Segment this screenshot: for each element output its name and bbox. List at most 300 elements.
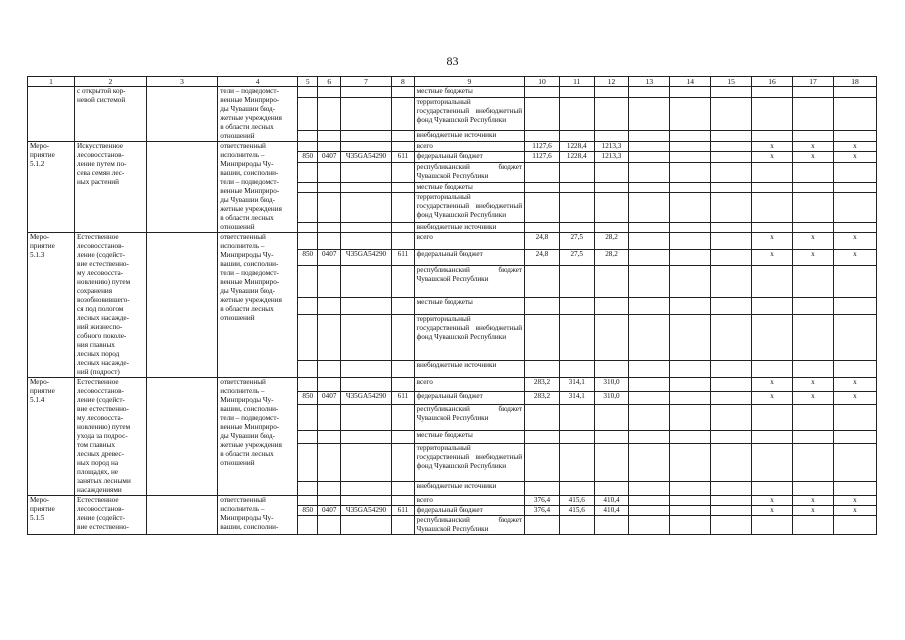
target-code-cell: Ч35GA54290: [340, 152, 391, 162]
grbs-code-cell: [298, 430, 318, 444]
section-code-cell: 0407: [318, 391, 341, 405]
grbs-code-cell: [298, 233, 318, 250]
column-number-9: 9: [414, 77, 524, 87]
value-cell: [670, 130, 711, 141]
value-cell: [670, 142, 711, 152]
value-2020-cell: [559, 222, 594, 233]
expense-type-cell: [392, 496, 415, 506]
expense-type-cell: [392, 222, 415, 233]
value-2021-cell: [594, 162, 629, 182]
target-code-cell: [340, 182, 391, 192]
x-mark-cell: [752, 297, 793, 314]
table-row: [28, 378, 877, 392]
value-cell: [670, 444, 711, 482]
value-2019-cell: [525, 314, 560, 361]
target-code-cell: [340, 222, 391, 233]
column-number-17: 17: [793, 77, 834, 87]
value-2021-cell: [594, 193, 629, 222]
grbs-code-cell: [298, 222, 318, 233]
funding-source-cell: всего: [414, 378, 524, 392]
grbs-code-cell: 850: [298, 249, 318, 266]
target-code-cell: [340, 162, 391, 182]
value-cell: [670, 162, 711, 182]
measure-label-cell: Меро- приятие 5.1.2: [28, 142, 75, 233]
x-mark-cell: [793, 444, 834, 482]
funding-source-cell: территориальный государственный внебюджетный фонд Чувашской Республики: [414, 193, 524, 222]
section-code-cell: [318, 297, 341, 314]
section-code-cell: 0407: [318, 249, 341, 266]
value-cell: [711, 222, 752, 233]
value-cell: [711, 496, 752, 506]
column-number-12: 12: [594, 77, 629, 87]
value-2019-cell: 283,2: [525, 391, 560, 405]
funding-source-cell: федеральный бюджет: [414, 249, 524, 266]
value-2020-cell: [559, 516, 594, 535]
value-cell: [670, 378, 711, 392]
target-code-cell: [340, 297, 391, 314]
target-code-cell: [340, 193, 391, 222]
value-cell: [711, 162, 752, 182]
value-cell: [670, 506, 711, 516]
value-cell: [752, 87, 793, 98]
code-cell: [392, 87, 415, 98]
x-mark-cell: x: [752, 506, 793, 516]
section-code-cell: [318, 444, 341, 482]
funding-source-cell: федеральный бюджет: [414, 152, 524, 162]
value-2021-cell: 1213,3: [594, 142, 629, 152]
x-mark-cell: [793, 266, 834, 298]
column-number-10: 10: [525, 77, 560, 87]
value-cell: [670, 193, 711, 222]
value-cell: [629, 482, 670, 496]
x-mark-cell: x: [752, 496, 793, 506]
value-cell: [711, 391, 752, 405]
value-2019-cell: [525, 193, 560, 222]
page-number: 83: [446, 54, 459, 68]
value-2020-cell: 314,1: [559, 391, 594, 405]
goal-cell: [146, 233, 218, 378]
grbs-code-cell: [298, 266, 318, 298]
column-number-16: 16: [752, 77, 793, 87]
measure-title-cell: Естественное лесовосстанов- ление (содейст- вие естественно- му лесовосста- новлению) путем сохранения возобновившего- ся под пологом лесных насажде- ний жизнеспо- собного поколе- ния главных лесных пород лесных насажде- ний (подрост): [75, 233, 147, 378]
value-2020-cell: 415,6: [559, 496, 594, 506]
value-cell: [711, 266, 752, 298]
target-code-cell: [340, 496, 391, 506]
grbs-code-cell: [298, 182, 318, 192]
x-mark-cell: x: [833, 378, 876, 392]
goal-cell: [146, 378, 218, 496]
funding-source-cell: внебюджетные источники: [414, 130, 524, 141]
value-2020-cell: [559, 430, 594, 444]
column-number-6: 6: [318, 77, 341, 87]
x-mark-cell: [793, 361, 834, 378]
x-mark-cell: x: [793, 506, 834, 516]
value-cell: [594, 130, 629, 141]
executor-cell: тели – подведомст- венные Минприро- ды Чувашии бюд- жетные учреждения в области лесных отношений: [218, 87, 298, 142]
section-code-cell: [318, 430, 341, 444]
x-mark-cell: x: [752, 152, 793, 162]
x-mark-cell: [752, 430, 793, 444]
x-mark-cell: [793, 162, 834, 182]
x-mark-cell: [833, 193, 876, 222]
x-mark-cell: x: [752, 142, 793, 152]
x-mark-cell: [793, 430, 834, 444]
value-cell: [629, 405, 670, 431]
value-2020-cell: 1228,4: [559, 152, 594, 162]
value-2021-cell: 310,0: [594, 378, 629, 392]
measure-title-cell: Естественное лесовосстанов- ление (содейст- вие естественно- му лесовосста- новлению) путем ухода за подрос- том главных лесных древес- ных пород на площадях, не занятых лесными насаждениями: [75, 378, 147, 496]
executor-cell: ответственный исполнитель – Минприроды Чу- вашии, соисполни- тели – подведомст- венные Минприро- ды Чувашии бюд- жетные учреждения в области лесных отношений: [218, 142, 298, 233]
table-row: [28, 233, 877, 250]
x-mark-cell: x: [793, 233, 834, 250]
column-number-1: 1: [28, 77, 75, 87]
value-cell: [670, 182, 711, 192]
x-mark-cell: x: [833, 142, 876, 152]
value-cell: [670, 98, 711, 130]
grbs-code-cell: [298, 482, 318, 496]
expense-type-cell: [392, 405, 415, 431]
value-cell: [525, 87, 560, 98]
value-2020-cell: 27,5: [559, 249, 594, 266]
value-2019-cell: [525, 297, 560, 314]
value-2020-cell: [559, 297, 594, 314]
code-cell: [298, 87, 318, 98]
funding-source-cell: всего: [414, 142, 524, 152]
measure-label-cell: Меро- приятие 5.1.5: [28, 496, 75, 535]
funding-source-cell: местные бюджеты: [414, 87, 524, 98]
value-cell: [670, 496, 711, 506]
value-cell: [670, 87, 711, 98]
measure-label-cell: [28, 87, 75, 142]
expense-type-cell: [392, 266, 415, 298]
value-2019-cell: 1127,6: [525, 152, 560, 162]
x-mark-cell: x: [752, 249, 793, 266]
target-code-cell: [340, 444, 391, 482]
target-code-cell: [340, 142, 391, 152]
goal-cell: [146, 496, 218, 535]
target-code-cell: [340, 233, 391, 250]
value-2020-cell: [559, 266, 594, 298]
value-cell: [711, 430, 752, 444]
value-2020-cell: 314,1: [559, 378, 594, 392]
value-2021-cell: 410,4: [594, 496, 629, 506]
expense-type-cell: [392, 482, 415, 496]
section-code-cell: [318, 516, 341, 535]
value-cell: [711, 249, 752, 266]
x-mark-cell: x: [833, 249, 876, 266]
code-cell: [340, 130, 391, 141]
value-cell: [670, 482, 711, 496]
measure-label-cell: Меро- приятие 5.1.4: [28, 378, 75, 496]
x-mark-cell: [793, 297, 834, 314]
code-cell: [318, 87, 341, 98]
value-cell: [629, 506, 670, 516]
grbs-code-cell: [298, 361, 318, 378]
column-number-row: [28, 77, 877, 87]
value-2019-cell: [525, 361, 560, 378]
value-2020-cell: 1228,4: [559, 142, 594, 152]
measure-title-cell: Искусственное лесовосстанов- ление путем по- сева семян лес- ных растений: [75, 142, 147, 233]
x-mark-cell: [793, 405, 834, 431]
value-cell: [752, 98, 793, 130]
expense-type-cell: [392, 182, 415, 192]
expense-type-cell: [392, 430, 415, 444]
target-code-cell: Ч35GA54290: [340, 506, 391, 516]
value-cell: [711, 152, 752, 162]
x-mark-cell: x: [793, 249, 834, 266]
x-mark-cell: [752, 482, 793, 496]
funding-source-cell: территориальный государственный внебюджетный фонд Чувашской Республики: [414, 98, 524, 130]
value-cell: [629, 496, 670, 506]
x-mark-cell: x: [833, 152, 876, 162]
value-2019-cell: 24,8: [525, 249, 560, 266]
value-cell: [629, 361, 670, 378]
value-cell: [670, 430, 711, 444]
measure-label-cell: Меро- приятие 5.1.3: [28, 233, 75, 378]
x-mark-cell: x: [793, 496, 834, 506]
goal-cell: [146, 142, 218, 233]
expense-type-cell: 611: [392, 506, 415, 516]
value-2019-cell: [525, 444, 560, 482]
value-2021-cell: [594, 314, 629, 361]
value-2021-cell: [594, 297, 629, 314]
budget-table: [27, 76, 877, 535]
x-mark-cell: [752, 314, 793, 361]
value-2019-cell: 376,4: [525, 506, 560, 516]
expense-type-cell: [392, 314, 415, 361]
value-2019-cell: [525, 266, 560, 298]
value-cell: [711, 378, 752, 392]
target-code-cell: [340, 516, 391, 535]
value-cell: [711, 361, 752, 378]
x-mark-cell: [752, 516, 793, 535]
value-cell: [670, 222, 711, 233]
x-mark-cell: [752, 405, 793, 431]
value-2021-cell: 1213,3: [594, 152, 629, 162]
expense-type-cell: [392, 162, 415, 182]
column-number-11: 11: [559, 77, 594, 87]
value-cell: [711, 87, 752, 98]
x-mark-cell: [752, 162, 793, 182]
x-mark-cell: [793, 222, 834, 233]
value-2021-cell: [594, 516, 629, 535]
x-mark-cell: [833, 430, 876, 444]
value-2019-cell: [525, 516, 560, 535]
funding-source-cell: местные бюджеты: [414, 297, 524, 314]
target-code-cell: [340, 430, 391, 444]
value-2019-cell: 24,8: [525, 233, 560, 250]
code-cell: [340, 98, 391, 130]
grbs-code-cell: [298, 444, 318, 482]
x-mark-cell: [793, 516, 834, 535]
value-2021-cell: [594, 266, 629, 298]
x-mark-cell: [833, 314, 876, 361]
value-2020-cell: [559, 314, 594, 361]
funding-source-cell: республиканский бюджет Чувашской Республики: [414, 516, 524, 535]
section-code-cell: [318, 314, 341, 361]
table-row: [28, 142, 877, 152]
value-2019-cell: [525, 430, 560, 444]
x-mark-cell: [833, 266, 876, 298]
value-cell: [559, 98, 594, 130]
value-cell: [670, 516, 711, 535]
x-mark-cell: x: [833, 233, 876, 250]
value-cell: [629, 297, 670, 314]
x-mark-cell: [833, 297, 876, 314]
funding-source-cell: республиканский бюджет Чувашской Республики: [414, 405, 524, 431]
value-cell: [793, 98, 834, 130]
value-2020-cell: [559, 405, 594, 431]
x-mark-cell: x: [793, 391, 834, 405]
x-mark-cell: [833, 222, 876, 233]
x-mark-cell: [752, 444, 793, 482]
table-row: [28, 87, 877, 98]
value-2021-cell: [594, 482, 629, 496]
x-mark-cell: [752, 182, 793, 192]
value-2019-cell: 1127,6: [525, 142, 560, 152]
executor-cell: ответственный исполнитель – Минприроды Чу- вашии, соисполни-: [218, 496, 298, 535]
value-2021-cell: [594, 405, 629, 431]
section-code-cell: [318, 222, 341, 233]
target-code-cell: [340, 405, 391, 431]
value-cell: [629, 182, 670, 192]
value-cell: [629, 193, 670, 222]
value-cell: [711, 405, 752, 431]
x-mark-cell: [793, 482, 834, 496]
value-cell: [594, 87, 629, 98]
value-cell: [670, 361, 711, 378]
table-body: [28, 77, 877, 535]
expense-type-cell: [392, 444, 415, 482]
value-cell: [629, 378, 670, 392]
value-cell: [629, 162, 670, 182]
section-code-cell: [318, 496, 341, 506]
x-mark-cell: [833, 482, 876, 496]
code-cell: [392, 98, 415, 130]
x-mark-cell: [752, 361, 793, 378]
value-2020-cell: 415,6: [559, 506, 594, 516]
value-2019-cell: [525, 482, 560, 496]
x-mark-cell: x: [793, 378, 834, 392]
value-2021-cell: 28,2: [594, 249, 629, 266]
section-code-cell: 0407: [318, 152, 341, 162]
table-row: [28, 496, 877, 506]
value-2020-cell: [559, 444, 594, 482]
funding-source-cell: территориальный государственный внебюджетный фонд Чувашской Республики: [414, 444, 524, 482]
value-cell: [833, 130, 876, 141]
funding-source-cell: территориальный государственный внебюджетный фонд Чувашской Республики: [414, 314, 524, 361]
value-cell: [793, 87, 834, 98]
value-2020-cell: [559, 182, 594, 192]
section-code-cell: 0407: [318, 506, 341, 516]
measure-title-cell: Естественное лесовосстанов- ление (содейст- вие естественно-: [75, 496, 147, 535]
value-cell: [711, 314, 752, 361]
section-code-cell: [318, 482, 341, 496]
value-cell: [752, 130, 793, 141]
section-code-cell: [318, 378, 341, 392]
value-2021-cell: [594, 222, 629, 233]
column-number-2: 2: [75, 77, 147, 87]
grbs-code-cell: [298, 314, 318, 361]
grbs-code-cell: 850: [298, 506, 318, 516]
column-number-14: 14: [670, 77, 711, 87]
value-cell: [629, 233, 670, 250]
value-cell: [711, 482, 752, 496]
x-mark-cell: [833, 182, 876, 192]
section-code-cell: [318, 182, 341, 192]
funding-source-cell: республиканский бюджет Чувашской Республики: [414, 162, 524, 182]
executor-cell: ответственный исполнитель – Минприроды Чу- вашии, соисполни- тели – подведомст- венные Минприро- ды Чувашии бюд- жетные учреждения в области лесных отношений: [218, 378, 298, 496]
grbs-code-cell: [298, 378, 318, 392]
value-cell: [629, 314, 670, 361]
value-cell: [711, 297, 752, 314]
value-cell: [629, 266, 670, 298]
value-cell: [629, 444, 670, 482]
value-2021-cell: [594, 361, 629, 378]
column-number-18: 18: [833, 77, 876, 87]
value-cell: [670, 152, 711, 162]
column-number-7: 7: [340, 77, 391, 87]
target-code-cell: [340, 361, 391, 378]
funding-source-cell: всего: [414, 496, 524, 506]
code-cell: [392, 130, 415, 141]
funding-source-cell: внебюджетные источники: [414, 482, 524, 496]
value-cell: [525, 130, 560, 141]
grbs-code-cell: 850: [298, 391, 318, 405]
x-mark-cell: x: [752, 378, 793, 392]
value-cell: [670, 233, 711, 250]
value-cell: [629, 142, 670, 152]
expense-type-cell: [392, 142, 415, 152]
grbs-code-cell: 850: [298, 152, 318, 162]
grbs-code-cell: [298, 496, 318, 506]
executor-cell: ответственный исполнитель – Минприроды Чу- вашии, соисполни- тели – подведомст- венные Минприро- ды Чувашии бюд- жетные учреждения в области лесных отношений: [218, 233, 298, 378]
value-2019-cell: [525, 222, 560, 233]
value-cell: [711, 506, 752, 516]
value-cell: [670, 266, 711, 298]
funding-source-cell: внебюджетные источники: [414, 361, 524, 378]
value-2020-cell: [559, 162, 594, 182]
value-cell: [711, 233, 752, 250]
value-2019-cell: 376,4: [525, 496, 560, 506]
column-number-3: 3: [146, 77, 218, 87]
column-number-13: 13: [629, 77, 670, 87]
value-cell: [670, 249, 711, 266]
value-cell: [670, 314, 711, 361]
x-mark-cell: x: [793, 142, 834, 152]
expense-type-cell: 611: [392, 249, 415, 266]
value-cell: [711, 130, 752, 141]
funding-source-cell: местные бюджеты: [414, 430, 524, 444]
value-cell: [833, 98, 876, 130]
value-2021-cell: 310,0: [594, 391, 629, 405]
section-code-cell: [318, 162, 341, 182]
x-mark-cell: [793, 182, 834, 192]
value-2020-cell: [559, 482, 594, 496]
value-2019-cell: [525, 162, 560, 182]
value-cell: [629, 249, 670, 266]
value-2020-cell: 27,5: [559, 233, 594, 250]
target-code-cell: Ч35GA54290: [340, 391, 391, 405]
value-cell: [594, 98, 629, 130]
x-mark-cell: [833, 516, 876, 535]
expense-type-cell: [392, 233, 415, 250]
section-code-cell: [318, 142, 341, 152]
value-cell: [711, 516, 752, 535]
value-cell: [629, 516, 670, 535]
grbs-code-cell: [298, 516, 318, 535]
value-cell: [629, 152, 670, 162]
